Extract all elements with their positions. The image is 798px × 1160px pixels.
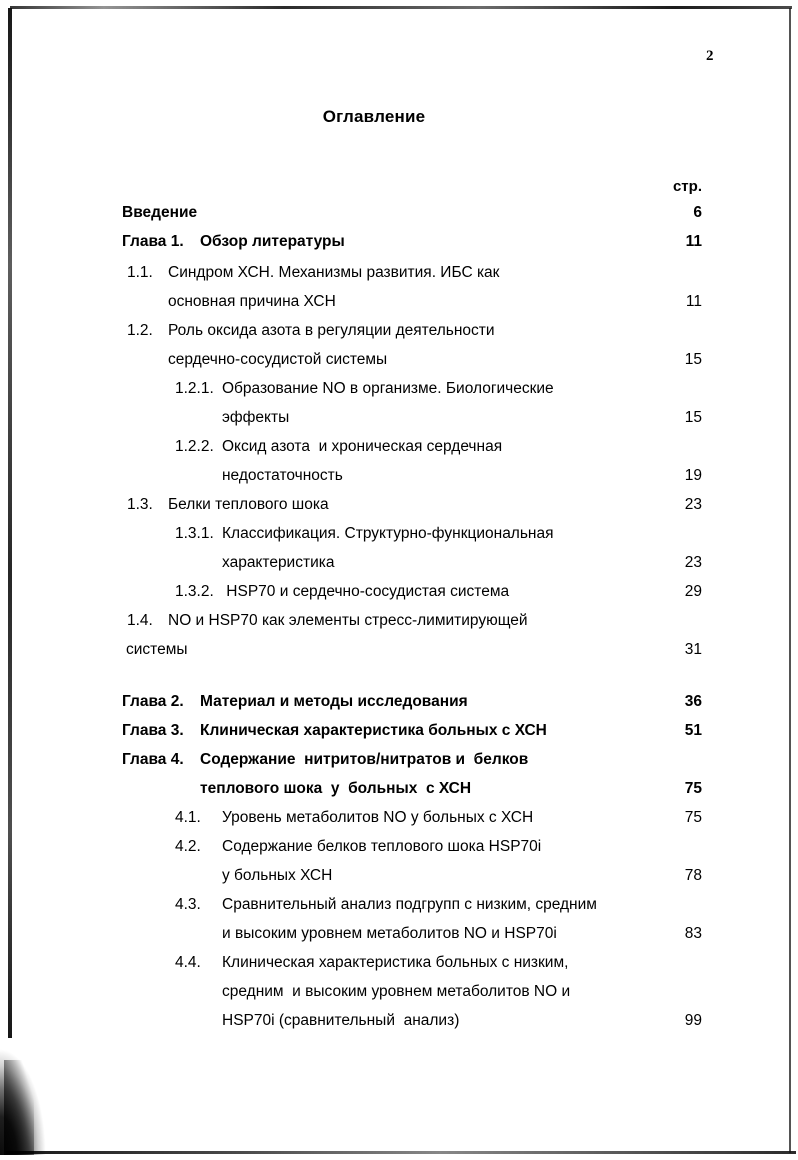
toc-entry-title: Содержание белков теплового шока HSP70i	[222, 838, 542, 855]
toc-entry-title: Введение	[122, 204, 198, 221]
toc-entry-title: средним и высоким уровнем метаболитов NO и	[222, 983, 571, 1000]
toc-entry[interactable]	[0, 466, 798, 495]
toc-entry[interactable]	[0, 779, 798, 808]
toc-entry[interactable]	[0, 692, 798, 721]
toc-entry-title: Синдром ХСН. Механизмы развития. ИБС как	[168, 264, 500, 281]
toc-entry-page-number: 11	[685, 293, 702, 310]
toc-entry[interactable]	[0, 611, 798, 640]
toc-entry[interactable]	[0, 895, 798, 924]
toc-entry-title: характеристика	[222, 554, 335, 571]
page-number: 2	[706, 48, 714, 64]
toc-entry[interactable]	[0, 524, 798, 553]
scan-border-top	[10, 6, 792, 9]
toc-entry-title: HSP70 и сердечно-сосудистая система	[222, 583, 510, 600]
toc-entry-marker: 1.4.	[127, 612, 153, 629]
toc-entry[interactable]	[0, 1011, 798, 1040]
toc-entry[interactable]	[0, 866, 798, 895]
toc-entry[interactable]	[0, 582, 798, 611]
toc-entry[interactable]	[0, 640, 798, 669]
toc-entry-title: HSP70i (сравнительный анализ)	[222, 1012, 460, 1029]
toc-entry-title: Образование NO в организме. Биологические	[222, 380, 554, 397]
toc-entry-title: у больных ХСН	[222, 867, 333, 884]
toc-entry-title: Роль оксида азота в регуляции деятельности	[168, 322, 495, 339]
toc-entry-title: эффекты	[222, 409, 290, 426]
toc-entry[interactable]	[0, 232, 798, 261]
toc-entry[interactable]	[0, 553, 798, 582]
toc-entry-title: основная причина ХСН	[168, 293, 336, 310]
scan-border-bottom	[6, 1151, 796, 1154]
toc-entry[interactable]	[0, 924, 798, 953]
toc-entry-page-number: 19	[684, 467, 702, 484]
toc-entry-title: Сравнительный анализ подгрупп с низким, средним	[222, 896, 597, 913]
toc-entry-marker: Глава 3.	[122, 722, 184, 739]
toc-entry-title: теплового шока у больных с ХСН	[200, 780, 472, 797]
toc-entry-marker: 1.1.	[127, 264, 153, 281]
toc-entry-title: недостаточность	[222, 467, 343, 484]
toc-entry[interactable]	[0, 350, 798, 379]
toc-entry[interactable]	[0, 292, 798, 321]
toc-entry-marker: 1.2.	[127, 322, 153, 339]
page-column-header: стр.	[672, 178, 702, 195]
toc-entry-title: Оксид азота и хроническая сердечная	[222, 438, 503, 455]
toc-entry[interactable]	[0, 808, 798, 837]
toc-entry[interactable]	[0, 263, 798, 292]
toc-entry-marker: 1.2.1.	[175, 380, 214, 397]
toc-entry-marker: 4.4.	[175, 954, 201, 971]
toc-entry-title: сердечно-сосудистой системы	[168, 351, 388, 368]
toc-entry-marker: 1.3.1.	[175, 525, 214, 542]
toc-entry-page-number: 36	[684, 693, 702, 710]
toc-entry-title: Обзор литературы	[200, 233, 345, 250]
toc-entry-title: Содержание нитритов/нитратов и белков	[200, 751, 529, 768]
toc-entry-page-number: 23	[684, 554, 702, 571]
toc-entry-title: Клиническая характеристика больных с низким,	[222, 954, 569, 971]
page-title: Оглавление	[322, 107, 426, 126]
toc-entry-title: Уровень метаболитов NO у больных с ХСН	[222, 809, 534, 826]
toc-entry-marker: 1.3.	[127, 496, 153, 513]
toc-entry[interactable]	[0, 379, 798, 408]
toc-entry[interactable]	[0, 321, 798, 350]
toc-entry-marker: 1.2.2.	[175, 438, 214, 455]
toc-entry[interactable]	[0, 437, 798, 466]
toc-entry-marker: 4.2.	[175, 838, 201, 855]
toc-entry-marker: 4.3.	[175, 896, 201, 913]
toc-entry-title: Классификация. Структурно-функциональная	[222, 525, 554, 542]
toc-entry-page-number: 11	[685, 233, 702, 250]
toc-entry-page-number: 51	[684, 722, 702, 739]
toc-entry-page-number: 15	[684, 409, 702, 426]
toc-entry-marker: 1.3.2.	[175, 583, 214, 600]
toc-entry[interactable]	[0, 495, 798, 524]
toc-entry-marker: Глава 2.	[122, 693, 184, 710]
toc-entry-page-number: 99	[684, 1012, 702, 1029]
toc-entry[interactable]	[0, 982, 798, 1011]
toc-entry[interactable]	[0, 408, 798, 437]
toc-entry[interactable]	[0, 203, 798, 232]
toc-entry-title: и высоким уровнем метаболитов NO и HSP70i	[222, 925, 557, 942]
toc-entry[interactable]	[0, 750, 798, 779]
toc-entry-page-number: 75	[684, 809, 702, 826]
toc-entry-page-number: 75	[684, 780, 702, 797]
toc-entry-page-number: 6	[693, 204, 702, 221]
toc-entry[interactable]	[0, 721, 798, 750]
toc-entry-marker: Глава 4.	[122, 751, 184, 768]
toc-entry-title: Материал и методы исследования	[200, 693, 468, 710]
toc-entry-marker: 4.1.	[175, 809, 201, 826]
toc-entry-page-number: 29	[684, 583, 702, 600]
toc-entry[interactable]	[0, 953, 798, 982]
toc-entry[interactable]	[0, 837, 798, 866]
toc-entry-title: Белки теплового шока	[168, 496, 329, 513]
toc-entry-marker: Глава 1.	[122, 233, 184, 250]
toc-entry-title: NO и HSP70 как элементы стресс-лимитирующей	[168, 612, 528, 629]
page-curl-shadow-inner	[4, 1060, 34, 1155]
toc-entry-title: системы	[126, 641, 188, 658]
toc-entry-page-number: 31	[684, 641, 702, 658]
toc-entry-page-number: 78	[684, 867, 702, 884]
toc-entry-page-number: 23	[684, 496, 702, 513]
toc-entry-page-number: 15	[684, 351, 702, 368]
toc-entry-title: Клиническая характеристика больных с ХСН	[200, 722, 547, 739]
toc-entry-page-number: 83	[684, 925, 702, 942]
